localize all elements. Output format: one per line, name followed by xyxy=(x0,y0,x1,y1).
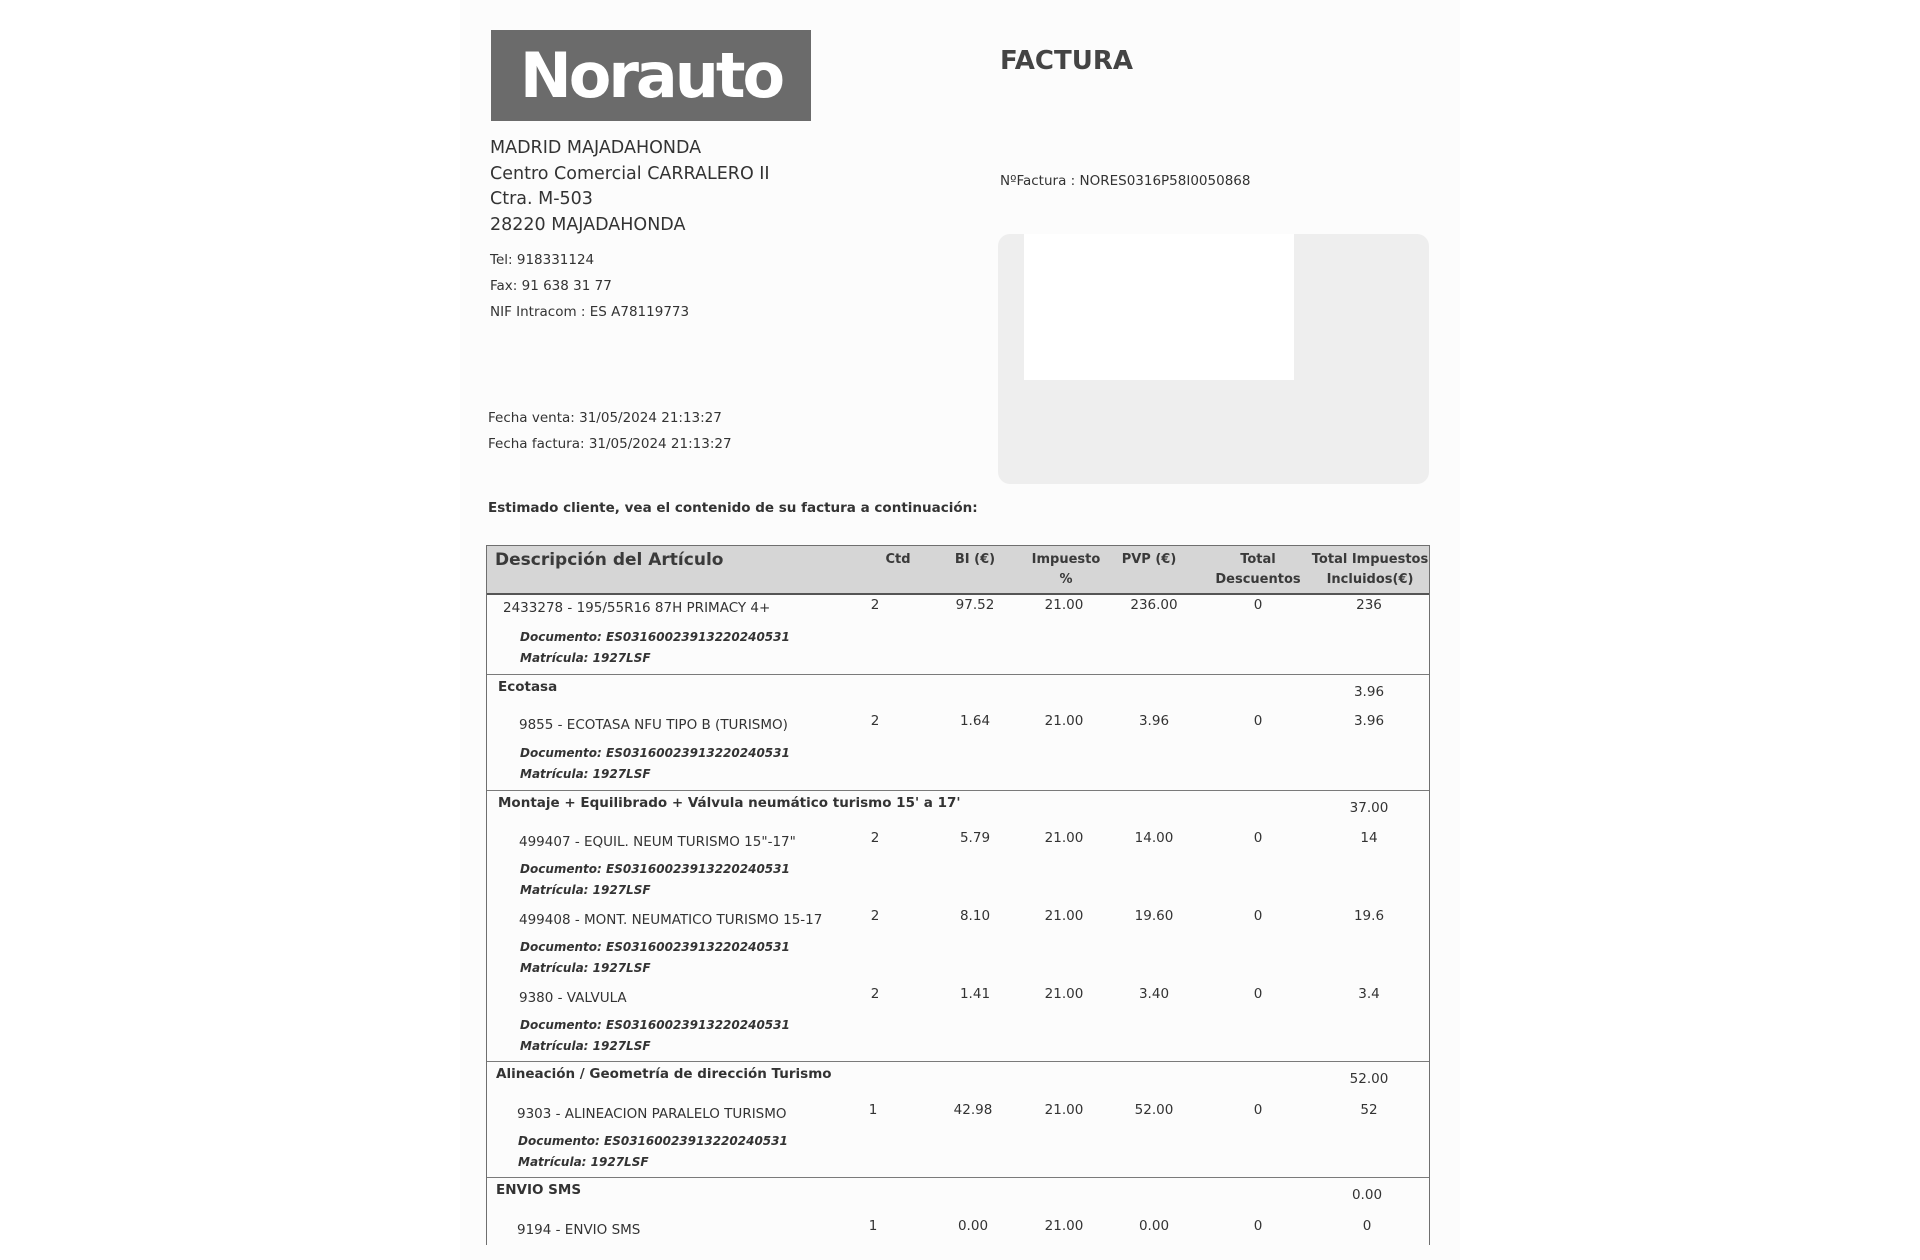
item-qty: 2 xyxy=(870,908,880,924)
item-bi: 1.64 xyxy=(959,713,991,729)
item-document: Documento: ES03160023913220240531 xyxy=(520,746,790,760)
store-tel: Tel: 918331124 xyxy=(490,252,595,268)
item-discount: 0 xyxy=(1253,1102,1263,1118)
item-total: 3.96 xyxy=(1353,713,1385,729)
item-bi: 1.41 xyxy=(959,986,991,1002)
intro-text: Estimado cliente, vea el contenido de su factura a continuación: xyxy=(488,500,978,516)
col-impuesto: Impuesto xyxy=(1031,552,1101,567)
store-fax: Fax: 91 638 31 77 xyxy=(490,278,612,294)
invoice-number: NºFactura : NORES0316P58I0050868 xyxy=(1000,173,1251,189)
document-title: FACTURA xyxy=(1000,46,1133,76)
item-tax: 21.00 xyxy=(1044,713,1084,729)
item-plate: Matrícula: 1927LSF xyxy=(518,1155,649,1169)
item-tax: 21.00 xyxy=(1044,1102,1084,1118)
group-montaje-total: 37.00 xyxy=(1349,800,1389,816)
item-qty: 2 xyxy=(870,597,880,613)
group-montaje: Montaje + Equilibrado + Válvula neumático turismo 15' a 17' xyxy=(498,795,961,811)
group-sms-total: 0.00 xyxy=(1351,1187,1383,1203)
item-plate: Matrícula: 1927LSF xyxy=(520,651,651,665)
col-bi: BI (€) xyxy=(954,552,996,567)
col-impuesto-pct: % xyxy=(1059,572,1073,587)
item-pvp: 52.00 xyxy=(1134,1102,1174,1118)
group-sms: ENVIO SMS xyxy=(496,1182,582,1198)
col-total-1: Total Impuestos xyxy=(1311,552,1429,567)
col-total-2: Incluidos(€) xyxy=(1326,572,1414,587)
item-pvp: 19.60 xyxy=(1134,908,1174,924)
item-pvp: 0.00 xyxy=(1138,1218,1170,1234)
item-pvp: 3.96 xyxy=(1138,713,1170,729)
item-qty: 2 xyxy=(870,986,880,1002)
item-plate: Matrícula: 1927LSF xyxy=(520,883,651,897)
item-discount: 0 xyxy=(1253,1218,1263,1234)
item-bi: 0.00 xyxy=(957,1218,989,1234)
item-plate: Matrícula: 1927LSF xyxy=(520,961,651,975)
item-bi: 5.79 xyxy=(959,830,991,846)
item-total: 19.6 xyxy=(1353,908,1385,924)
item-tax: 21.00 xyxy=(1044,830,1084,846)
redacted-area xyxy=(1024,234,1294,380)
row-separator xyxy=(487,1177,1429,1178)
item-document: Documento: ES03160023913220240531 xyxy=(520,940,790,954)
item-document: Documento: ES03160023913220240531 xyxy=(520,630,790,644)
item-discount: 0 xyxy=(1253,713,1263,729)
item-total: 3.4 xyxy=(1358,986,1380,1002)
group-ecotasa: Ecotasa xyxy=(498,679,558,695)
item-description: 9855 - ECOTASA NFU TIPO B (TURISMO) xyxy=(519,717,788,733)
item-document: Documento: ES03160023913220240531 xyxy=(520,862,790,876)
row-separator xyxy=(487,1061,1429,1062)
item-tax: 21.00 xyxy=(1044,986,1084,1002)
col-descuentos-2: Descuentos xyxy=(1215,572,1301,587)
sale-date: Fecha venta: 31/05/2024 21:13:27 xyxy=(488,410,722,426)
store-address-1: Centro Comercial CARRALERO II xyxy=(490,164,770,184)
item-tax: 21.00 xyxy=(1044,908,1084,924)
item-description: 9194 - ENVIO SMS xyxy=(517,1222,641,1238)
store-postcode: 28220 MAJADAHONDA xyxy=(490,215,686,235)
norauto-logo: Norauto xyxy=(491,30,811,121)
item-bi: 97.52 xyxy=(955,597,995,613)
item-bi: 8.10 xyxy=(959,908,991,924)
invoice-date: Fecha factura: 31/05/2024 21:13:27 xyxy=(488,436,732,452)
item-total: 0 xyxy=(1362,1218,1372,1234)
group-alineacion: Alineación / Geometría de dirección Turismo xyxy=(496,1066,832,1082)
item-plate: Matrícula: 1927LSF xyxy=(520,1039,651,1053)
store-nif: NIF Intracom : ES A78119773 xyxy=(490,304,690,320)
items-table xyxy=(486,545,1430,1245)
item-qty: 1 xyxy=(868,1102,878,1118)
group-alineacion-total: 52.00 xyxy=(1349,1071,1389,1087)
item-description: 499408 - MONT. NEUMATICO TURISMO 15-17 xyxy=(519,912,823,928)
item-document: Documento: ES03160023913220240531 xyxy=(518,1134,788,1148)
col-descuentos-1: Total xyxy=(1240,552,1276,567)
item-document: Documento: ES03160023913220240531 xyxy=(520,1018,790,1032)
item-total: 14 xyxy=(1360,830,1378,846)
store-name: MADRID MAJADAHONDA xyxy=(490,138,702,158)
item-discount: 0 xyxy=(1253,908,1263,924)
row-separator xyxy=(487,790,1429,791)
col-ctd: Ctd xyxy=(885,552,911,567)
item-tax: 21.00 xyxy=(1044,1218,1084,1234)
item-discount: 0 xyxy=(1253,830,1263,846)
col-pvp: PVP (€) xyxy=(1121,552,1177,567)
item-total: 236 xyxy=(1356,597,1382,613)
item-tax: 21.00 xyxy=(1044,597,1084,613)
item-plate: Matrícula: 1927LSF xyxy=(520,767,651,781)
item-description: 9380 - VALVULA xyxy=(519,990,627,1006)
item-description: 9303 - ALINEACION PARALELO TURISMO xyxy=(517,1106,787,1122)
col-description: Descripción del Artículo xyxy=(495,550,724,570)
row-separator xyxy=(487,674,1429,675)
store-address-2: Ctra. M-503 xyxy=(490,189,593,209)
item-qty: 2 xyxy=(870,713,880,729)
item-discount: 0 xyxy=(1253,986,1263,1002)
table-header xyxy=(487,545,1429,595)
item-total: 52 xyxy=(1360,1102,1378,1118)
item-description: 499407 - EQUIL. NEUM TURISMO 15"-17" xyxy=(519,834,796,850)
item-bi: 42.98 xyxy=(953,1102,993,1118)
item-qty: 1 xyxy=(868,1218,878,1234)
item-discount: 0 xyxy=(1253,597,1263,613)
item-pvp: 14.00 xyxy=(1134,830,1174,846)
item-qty: 2 xyxy=(870,830,880,846)
item-pvp: 236.00 xyxy=(1130,597,1178,613)
item-pvp: 3.40 xyxy=(1138,986,1170,1002)
item-description: 2433278 - 195/55R16 87H PRIMACY 4+ xyxy=(503,600,771,616)
group-ecotasa-total: 3.96 xyxy=(1353,684,1385,700)
